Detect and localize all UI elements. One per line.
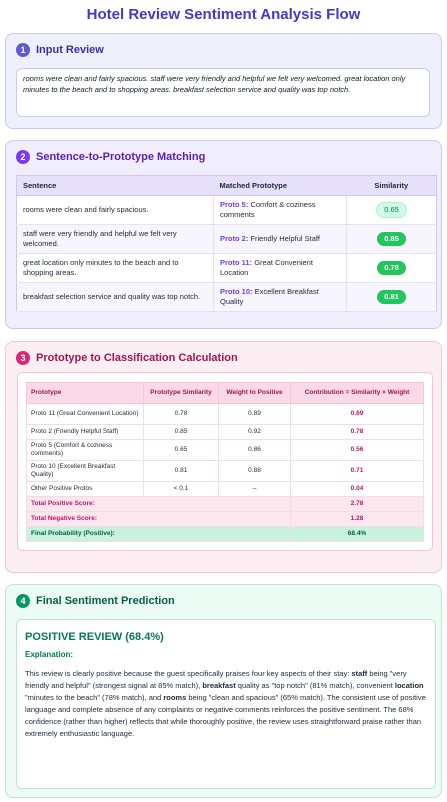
prototype-cell — [214, 254, 347, 283]
table-row — [17, 283, 437, 312]
contribution-cell: 0.56 — [291, 440, 424, 461]
table-row — [17, 254, 437, 283]
table-row — [27, 482, 424, 497]
matching-section — [5, 140, 442, 329]
prototype-desc: Comfort & coziness comments — [220, 200, 316, 219]
input-review-header — [16, 43, 104, 57]
calculation-table-container — [17, 372, 433, 551]
column-header: Similarity — [347, 176, 437, 196]
prototype-id: Proto 11: — [220, 258, 253, 268]
weight-cell: 0.86 — [219, 440, 291, 461]
contribution-cell: 0.78 — [291, 425, 424, 440]
page-title: Hotel Review Sentiment Analysis Flow — [86, 6, 361, 23]
step-number-badge: 3 — [16, 351, 30, 365]
similarity-cell: 0.78 — [144, 404, 219, 425]
final-probability-value: 68.4% — [291, 527, 424, 542]
matching-header — [16, 150, 205, 164]
input-review-section — [5, 33, 442, 129]
column-header: Sentence — [17, 176, 214, 196]
explanation-label: Explanation: — [25, 650, 74, 659]
table-row — [17, 225, 437, 254]
similarity-cell: 0.65 — [144, 440, 219, 461]
total-positive-label: Total Positive Score: — [27, 497, 291, 512]
weight-cell: 0.92 — [219, 425, 291, 440]
sentence-cell: rooms were clean and fairly spacious. — [17, 196, 214, 225]
similarity-cell: 0.81 — [144, 461, 219, 482]
prototype-cell — [214, 196, 347, 225]
total-negative-label: Total Negative Score: — [27, 512, 291, 527]
similarity-cell — [347, 254, 437, 283]
similarity-badge: 0.78 — [377, 261, 406, 275]
prototype-cell: Proto 2 (Friendly Helpful Staff) — [27, 425, 144, 440]
similarity-cell: 0.85 — [144, 425, 219, 440]
similarity-cell — [347, 283, 437, 312]
section-heading: Prototype to Classification Calculation — [36, 352, 238, 364]
prototype-cell: Proto 10 (Excellent Breakfast Quality) — [27, 461, 144, 482]
weight-cell: 0.89 — [219, 404, 291, 425]
prototype-desc: Great Convenient Location — [220, 258, 313, 277]
column-header: Prototype — [27, 383, 144, 404]
column-header: Weight to Positive — [219, 383, 291, 404]
keyword-rooms: rooms — [163, 693, 187, 702]
similarity-cell: < 0.1 — [144, 482, 219, 497]
prototype-cell: Proto 11 (Great Convenient Location) — [27, 404, 144, 425]
contribution-cell: 0.71 — [291, 461, 424, 482]
section-heading: Input Review — [36, 44, 104, 56]
sentence-cell: great location only minutes to the beach and to shopping areas. — [17, 254, 214, 283]
prediction-header — [16, 594, 175, 608]
prediction-result: POSITIVE REVIEW (68.4%) — [25, 631, 164, 643]
prototype-cell: Other Positive Protos — [27, 482, 144, 497]
review-text: rooms were clean and fairly spacious. staff were very friendly and helpful we felt very welcomed. great location only minutes to the beach and to shopping areas. breakfast selection service and quality was top notch. — [16, 68, 430, 117]
table-row — [27, 404, 424, 425]
prototype-desc: Excellent Breakfast Quality — [220, 287, 319, 306]
prototype-cell: Proto 5 (Comfort & coziness comments) — [27, 440, 144, 461]
keyword-breakfast: breakfast — [202, 681, 236, 690]
step-number-badge: 2 — [16, 150, 30, 164]
table-row — [27, 440, 424, 461]
keyword-location: location — [394, 681, 424, 690]
matching-table — [16, 175, 437, 312]
total-positive-value: 2.78 — [291, 497, 424, 512]
explanation-segment: being "clean and spacious" (65% match). The consistent use of positive language and complete absence of any complaints or negative comments reinforces the positive sentiment. The 68% confidence (rather than higher) reflects that while thoroughly positive, the review uses straightforward praise rather than extremely enthusiastic language. — [25, 693, 426, 738]
column-header: Matched Prototype — [214, 176, 347, 196]
explanation-segment: This review is clearly positive because the guest specifically praises four key aspects of their stay: — [25, 669, 352, 678]
prediction-box — [16, 619, 436, 789]
keyword-staff: staff — [351, 669, 368, 678]
column-header: Prototype Similarity — [144, 383, 219, 404]
similarity-cell — [347, 225, 437, 254]
prototype-cell — [214, 225, 347, 254]
prototype-desc: Friendly Helpful Staff — [250, 234, 320, 244]
explanation-segment: "minutes to the beach" (78% match), and — [25, 693, 164, 702]
sentence-cell: breakfast selection service and quality was top notch. — [17, 283, 214, 312]
column-header: Contribution = Similarity × Weight — [291, 383, 424, 404]
section-heading: Sentence-to-Prototype Matching — [36, 151, 206, 163]
explanation-segment: being "very friendly and helpful" (strongest signal at 85% match), — [25, 669, 407, 690]
calculation-section — [5, 341, 442, 573]
prediction-section — [5, 584, 442, 798]
explanation-text — [25, 668, 427, 740]
table-row — [27, 425, 424, 440]
weight-cell: 0.88 — [219, 461, 291, 482]
total-negative-row — [27, 512, 424, 527]
contribution-cell: 0.69 — [291, 404, 424, 425]
calculation-header — [16, 351, 238, 365]
prototype-id: Proto 2: — [220, 234, 249, 244]
prototype-id: Proto 10: — [220, 287, 253, 297]
explanation-segment: quality as "top notch" (81% match), convenient — [235, 681, 395, 690]
calculation-table — [26, 382, 424, 542]
table-row — [17, 196, 437, 225]
similarity-badge: 0.81 — [377, 290, 406, 304]
weight-cell: -- — [219, 482, 291, 497]
sentence-cell: staff were very friendly and helpful we felt very welcomed. — [17, 225, 214, 254]
final-probability-label: Final Probability (Positive): — [27, 527, 291, 542]
total-positive-row — [27, 497, 424, 512]
similarity-cell — [347, 196, 437, 225]
final-probability-row — [27, 527, 424, 542]
section-heading: Final Sentiment Prediction — [36, 595, 175, 607]
similarity-badge: 0.65 — [376, 202, 407, 218]
step-number-badge: 1 — [16, 43, 30, 57]
table-row — [27, 461, 424, 482]
similarity-badge: 0.85 — [377, 232, 406, 246]
step-number-badge: 4 — [16, 594, 30, 608]
prototype-id: Proto 5: — [220, 200, 249, 210]
prototype-cell — [214, 283, 347, 312]
total-negative-value: 1.28 — [291, 512, 424, 527]
contribution-cell: 0.04 — [291, 482, 424, 497]
